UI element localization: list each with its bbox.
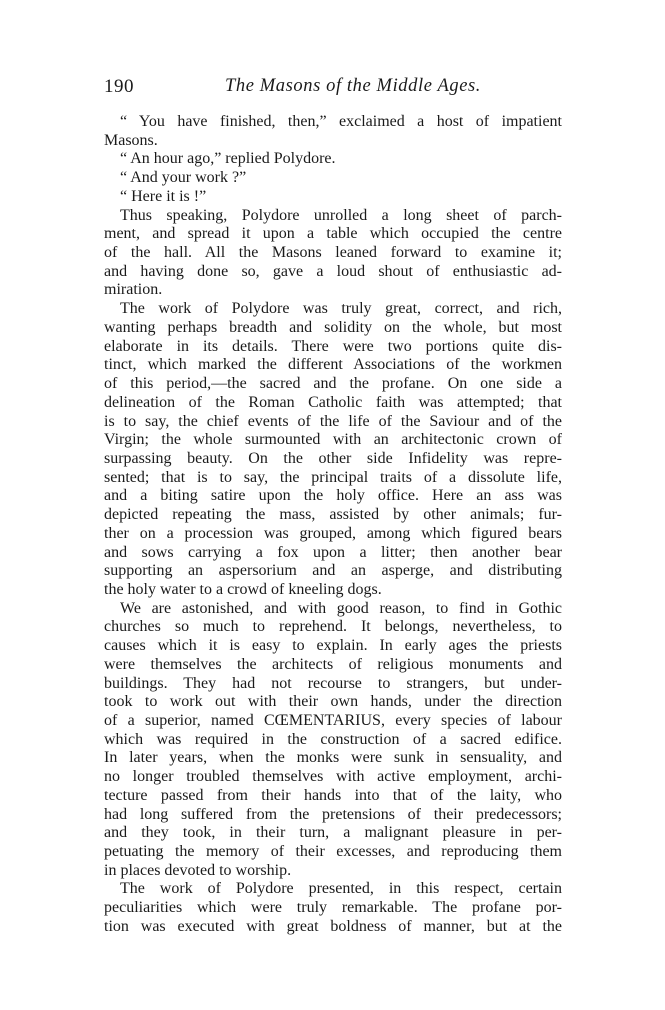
text-line: wanting perhaps breadth and solidity on the whole, but most [104,318,562,336]
text-line: “ Here it is !” [120,187,207,205]
text-line: were themselves the architects of religious monuments and [104,655,562,673]
running-title: The Masons of the Middle Ages. [224,76,482,96]
text-line: and a biting satire upon the holy office. Here an ass was [104,487,562,505]
text-line: Masons. [104,131,158,149]
text-line: of a superior, named CŒMENTARIUS, every species of labour [104,712,562,729]
text-line: causes which it is easy to explain. In early ages the priests [104,637,562,655]
text-line: Virgin; the whole surmounted with an architectonic crown of [104,431,562,449]
text-line: ment, and spread it upon a table which occupied the centre [104,225,562,243]
text-line: miration. [104,281,163,299]
text-line: and they took, in their turn, a malignant pleasure in per- [104,824,562,842]
text-line: churches so much to reprehend. It belongs, nevertheless, to [104,618,562,636]
text-line: The work of Polydore presented, in this respect, certain [120,880,562,898]
page-number: 190 [104,76,134,97]
text-line: is to say, the chief events of the life of the Saviour and of the [104,412,562,430]
text-line: “ You have finished, then,” exclaimed a host of impatient [120,113,562,130]
text-line: the holy water to a crowd of kneeling dogs. [104,580,382,598]
text-line: in places devoted to worship. [104,861,292,879]
page-header [104,76,562,100]
text-line: of this period,—the sacred and the profane. On one side a [104,375,562,393]
text-line: tinct, which marked the different Associations of the workmen [104,356,562,374]
text-line: and sows carrying a fox upon a litter; then another bear [104,543,562,561]
text-line: no longer troubled themselves with active employment, archi- [104,768,562,786]
text-line: depicted repeating the mass, assisted by other animals; fur- [104,506,562,524]
text-line: ther on a procession was grouped, among which figured bears [104,524,562,542]
text-line: supporting an aspersorium and an asperge, and distributing [104,562,562,580]
text-line: tecture passed from their hands into that of the laity, who [104,786,562,804]
text-line: surpassing beauty. On the other side Infidelity was repre- [104,449,562,467]
text-line: had long suffered from the pretensions of their predecessors; [104,805,562,823]
text-line: took to work out with their own hands, under the direction [104,693,562,711]
text-line: and having done so, gave a loud shout of enthusiastic ad- [104,262,562,280]
text-line: The work of Polydore was truly great, correct, and rich, [120,300,562,318]
text-line: petuating the memory of their excesses, and reproducing them [104,843,562,861]
text-line: buildings. They had not recourse to strangers, but under- [104,674,562,692]
text-line: of the hall. All the Masons leaned forward to examine it; [104,244,562,262]
text-line: elaborate in its details. There were two portions quite dis- [104,337,562,355]
text-line: Thus speaking, Polydore unrolled a long sheet of parch- [120,206,562,224]
text-line: which was required in the construction of a sacred edifice. [104,730,562,748]
text-line: peculiarities which were truly remarkable. The profane por- [104,899,562,917]
body-text [104,113,562,937]
text-line: sented; that is to say, the principal traits of a dissolute life, [104,468,562,486]
text-line: In later years, when the monks were sunk in sensuality, and [104,749,562,767]
text-line: tion was executed with great boldness of manner, but at the [104,917,562,935]
text-line: delineation of the Roman Catholic faith was attempted; that [104,393,562,411]
text-line: “ And your work ?” [120,169,247,187]
text-line: “ An hour ago,” replied Polydore. [120,150,336,168]
text-line: We are astonished, and with good reason, to find in Gothic [120,599,562,617]
